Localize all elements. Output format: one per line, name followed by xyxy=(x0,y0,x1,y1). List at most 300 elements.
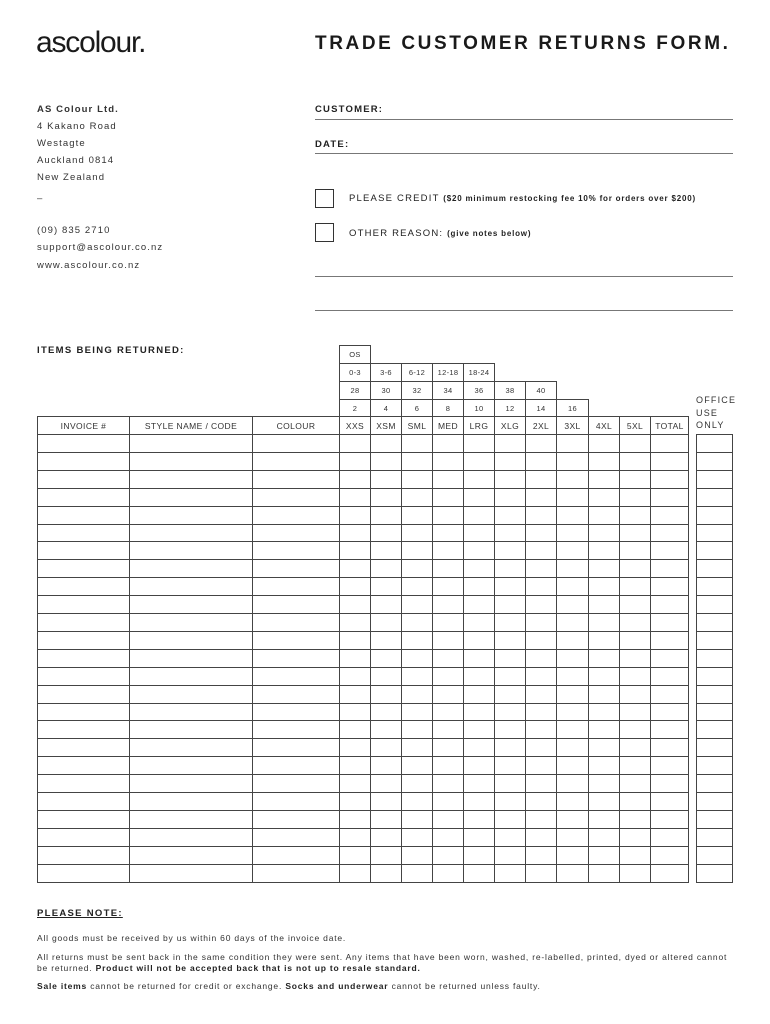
table-cell[interactable] xyxy=(650,559,689,578)
table-cell[interactable] xyxy=(494,720,526,739)
table-cell[interactable] xyxy=(370,774,402,793)
table-cell[interactable] xyxy=(556,541,589,560)
table-cell[interactable] xyxy=(619,631,651,650)
table-cell[interactable] xyxy=(432,828,464,847)
table-cell[interactable] xyxy=(401,434,433,453)
table-cell[interactable] xyxy=(650,595,689,614)
table-cell[interactable] xyxy=(37,720,130,739)
table-cell[interactable] xyxy=(432,864,464,883)
table-cell[interactable] xyxy=(556,667,589,686)
table-cell[interactable] xyxy=(494,738,526,757)
table-cell[interactable] xyxy=(525,810,557,829)
table-cell[interactable] xyxy=(401,792,433,811)
table-cell[interactable] xyxy=(401,631,433,650)
table-cell[interactable] xyxy=(463,470,495,489)
office-use-cell[interactable] xyxy=(696,846,733,865)
office-use-cell[interactable] xyxy=(696,810,733,829)
table-cell[interactable] xyxy=(463,720,495,739)
table-cell[interactable] xyxy=(588,524,620,542)
table-cell[interactable] xyxy=(525,595,557,614)
table-cell[interactable] xyxy=(650,703,689,721)
table-cell[interactable] xyxy=(619,434,651,453)
table-cell[interactable] xyxy=(339,667,371,686)
table-cell[interactable] xyxy=(432,810,464,829)
table-cell[interactable] xyxy=(370,685,402,704)
table-cell[interactable] xyxy=(401,685,433,704)
table-cell[interactable] xyxy=(370,738,402,757)
table-cell[interactable] xyxy=(129,738,253,757)
table-cell[interactable] xyxy=(252,720,340,739)
table-cell[interactable] xyxy=(129,864,253,883)
table-cell[interactable] xyxy=(588,774,620,793)
table-cell[interactable] xyxy=(37,577,130,596)
table-cell[interactable] xyxy=(650,631,689,650)
office-use-cell[interactable] xyxy=(696,506,733,525)
table-cell[interactable] xyxy=(494,488,526,507)
date-field[interactable] xyxy=(315,153,733,154)
table-cell[interactable] xyxy=(650,667,689,686)
table-cell[interactable] xyxy=(432,506,464,525)
table-cell[interactable] xyxy=(129,810,253,829)
table-cell[interactable] xyxy=(494,792,526,811)
table-cell[interactable] xyxy=(494,434,526,453)
table-cell[interactable] xyxy=(463,774,495,793)
table-cell[interactable] xyxy=(37,506,130,525)
table-cell[interactable] xyxy=(401,810,433,829)
table-cell[interactable] xyxy=(432,756,464,775)
table-cell[interactable] xyxy=(129,595,253,614)
table-cell[interactable] xyxy=(494,774,526,793)
table-cell[interactable] xyxy=(588,434,620,453)
table-cell[interactable] xyxy=(252,810,340,829)
table-cell[interactable] xyxy=(252,792,340,811)
table-cell[interactable] xyxy=(588,595,620,614)
table-cell[interactable] xyxy=(339,559,371,578)
table-cell[interactable] xyxy=(370,810,402,829)
table-cell[interactable] xyxy=(370,470,402,489)
table-cell[interactable] xyxy=(37,595,130,614)
office-use-cell[interactable] xyxy=(696,649,733,668)
table-cell[interactable] xyxy=(463,524,495,542)
table-cell[interactable] xyxy=(588,452,620,471)
table-cell[interactable] xyxy=(588,488,620,507)
table-cell[interactable] xyxy=(252,703,340,721)
table-cell[interactable] xyxy=(556,470,589,489)
table-cell[interactable] xyxy=(37,738,130,757)
table-cell[interactable] xyxy=(370,720,402,739)
table-cell[interactable] xyxy=(588,864,620,883)
table-cell[interactable] xyxy=(252,488,340,507)
table-cell[interactable] xyxy=(525,792,557,811)
table-cell[interactable] xyxy=(556,559,589,578)
table-cell[interactable] xyxy=(129,559,253,578)
table-cell[interactable] xyxy=(37,470,130,489)
table-cell[interactable] xyxy=(339,846,371,865)
table-cell[interactable] xyxy=(37,828,130,847)
table-cell[interactable] xyxy=(37,774,130,793)
table-cell[interactable] xyxy=(588,506,620,525)
table-cell[interactable] xyxy=(556,720,589,739)
table-cell[interactable] xyxy=(619,792,651,811)
table-cell[interactable] xyxy=(432,434,464,453)
table-cell[interactable] xyxy=(432,649,464,668)
email-address[interactable]: support@ascolour.co.nz xyxy=(37,242,164,253)
table-cell[interactable] xyxy=(129,685,253,704)
table-cell[interactable] xyxy=(588,720,620,739)
table-cell[interactable] xyxy=(432,738,464,757)
table-cell[interactable] xyxy=(432,595,464,614)
notes-line-2[interactable] xyxy=(315,310,733,311)
table-cell[interactable] xyxy=(619,864,651,883)
table-cell[interactable] xyxy=(339,774,371,793)
office-use-cell[interactable] xyxy=(696,667,733,686)
table-cell[interactable] xyxy=(556,828,589,847)
table-cell[interactable] xyxy=(494,864,526,883)
table-cell[interactable] xyxy=(252,595,340,614)
table-cell[interactable] xyxy=(463,756,495,775)
table-cell[interactable] xyxy=(401,667,433,686)
table-cell[interactable] xyxy=(463,864,495,883)
table-cell[interactable] xyxy=(619,720,651,739)
table-cell[interactable] xyxy=(37,452,130,471)
table-cell[interactable] xyxy=(494,667,526,686)
table-cell[interactable] xyxy=(339,470,371,489)
table-cell[interactable] xyxy=(650,792,689,811)
table-cell[interactable] xyxy=(432,631,464,650)
table-cell[interactable] xyxy=(129,506,253,525)
table-cell[interactable] xyxy=(370,452,402,471)
table-cell[interactable] xyxy=(432,774,464,793)
table-cell[interactable] xyxy=(463,738,495,757)
office-use-cell[interactable] xyxy=(696,864,733,883)
office-use-cell[interactable] xyxy=(696,828,733,847)
table-cell[interactable] xyxy=(129,720,253,739)
table-cell[interactable] xyxy=(370,864,402,883)
table-cell[interactable] xyxy=(401,703,433,721)
table-cell[interactable] xyxy=(252,774,340,793)
table-cell[interactable] xyxy=(432,613,464,632)
table-cell[interactable] xyxy=(432,703,464,721)
table-cell[interactable] xyxy=(619,541,651,560)
table-cell[interactable] xyxy=(463,613,495,632)
table-cell[interactable] xyxy=(370,828,402,847)
table-cell[interactable] xyxy=(432,846,464,865)
table-cell[interactable] xyxy=(370,559,402,578)
table-cell[interactable] xyxy=(556,506,589,525)
table-cell[interactable] xyxy=(463,685,495,704)
table-cell[interactable] xyxy=(588,756,620,775)
table-cell[interactable] xyxy=(588,667,620,686)
notes-line-1[interactable] xyxy=(315,276,733,277)
table-cell[interactable] xyxy=(463,828,495,847)
office-use-cell[interactable] xyxy=(696,470,733,489)
table-cell[interactable] xyxy=(463,667,495,686)
table-cell[interactable] xyxy=(556,488,589,507)
table-cell[interactable] xyxy=(525,506,557,525)
table-cell[interactable] xyxy=(370,756,402,775)
table-cell[interactable] xyxy=(494,649,526,668)
table-cell[interactable] xyxy=(339,613,371,632)
table-cell[interactable] xyxy=(339,631,371,650)
table-cell[interactable] xyxy=(650,506,689,525)
table-cell[interactable] xyxy=(494,631,526,650)
table-cell[interactable] xyxy=(129,434,253,453)
table-cell[interactable] xyxy=(619,828,651,847)
table-cell[interactable] xyxy=(556,577,589,596)
table-cell[interactable] xyxy=(556,774,589,793)
table-cell[interactable] xyxy=(463,792,495,811)
table-cell[interactable] xyxy=(37,667,130,686)
table-cell[interactable] xyxy=(619,524,651,542)
table-cell[interactable] xyxy=(339,434,371,453)
table-cell[interactable] xyxy=(619,738,651,757)
table-cell[interactable] xyxy=(37,703,130,721)
table-cell[interactable] xyxy=(650,452,689,471)
table-cell[interactable] xyxy=(339,595,371,614)
table-cell[interactable] xyxy=(650,524,689,542)
table-cell[interactable] xyxy=(556,864,589,883)
table-cell[interactable] xyxy=(432,577,464,596)
table-cell[interactable] xyxy=(339,703,371,721)
table-cell[interactable] xyxy=(370,667,402,686)
table-cell[interactable] xyxy=(129,792,253,811)
table-cell[interactable] xyxy=(494,470,526,489)
table-cell[interactable] xyxy=(556,685,589,704)
table-cell[interactable] xyxy=(463,434,495,453)
table-cell[interactable] xyxy=(619,810,651,829)
table-cell[interactable] xyxy=(556,810,589,829)
table-cell[interactable] xyxy=(494,846,526,865)
table-cell[interactable] xyxy=(401,559,433,578)
table-cell[interactable] xyxy=(37,613,130,632)
table-cell[interactable] xyxy=(525,828,557,847)
table-cell[interactable] xyxy=(432,524,464,542)
table-cell[interactable] xyxy=(252,667,340,686)
table-cell[interactable] xyxy=(370,792,402,811)
table-cell[interactable] xyxy=(463,649,495,668)
table-cell[interactable] xyxy=(252,434,340,453)
office-use-cell[interactable] xyxy=(696,631,733,650)
table-cell[interactable] xyxy=(494,559,526,578)
office-use-cell[interactable] xyxy=(696,452,733,471)
table-cell[interactable] xyxy=(525,738,557,757)
office-use-cell[interactable] xyxy=(696,595,733,614)
office-use-cell[interactable] xyxy=(696,524,733,542)
table-cell[interactable] xyxy=(619,613,651,632)
table-cell[interactable] xyxy=(339,685,371,704)
table-cell[interactable] xyxy=(588,810,620,829)
table-cell[interactable] xyxy=(619,756,651,775)
table-cell[interactable] xyxy=(370,488,402,507)
table-cell[interactable] xyxy=(401,452,433,471)
table-cell[interactable] xyxy=(37,810,130,829)
table-cell[interactable] xyxy=(525,470,557,489)
table-cell[interactable] xyxy=(588,470,620,489)
table-cell[interactable] xyxy=(432,541,464,560)
table-cell[interactable] xyxy=(525,846,557,865)
table-cell[interactable] xyxy=(129,541,253,560)
table-cell[interactable] xyxy=(494,541,526,560)
table-cell[interactable] xyxy=(650,720,689,739)
table-cell[interactable] xyxy=(339,720,371,739)
table-cell[interactable] xyxy=(619,577,651,596)
table-cell[interactable] xyxy=(619,470,651,489)
table-cell[interactable] xyxy=(525,720,557,739)
table-cell[interactable] xyxy=(401,720,433,739)
table-cell[interactable] xyxy=(650,738,689,757)
table-cell[interactable] xyxy=(525,577,557,596)
table-cell[interactable] xyxy=(588,792,620,811)
table-cell[interactable] xyxy=(252,738,340,757)
customer-field[interactable] xyxy=(315,119,733,120)
table-cell[interactable] xyxy=(401,595,433,614)
table-cell[interactable] xyxy=(339,738,371,757)
table-cell[interactable] xyxy=(252,685,340,704)
table-cell[interactable] xyxy=(401,756,433,775)
table-cell[interactable] xyxy=(401,524,433,542)
table-cell[interactable] xyxy=(525,613,557,632)
table-cell[interactable] xyxy=(129,631,253,650)
office-use-cell[interactable] xyxy=(696,434,733,453)
table-cell[interactable] xyxy=(370,613,402,632)
table-cell[interactable] xyxy=(129,524,253,542)
office-use-cell[interactable] xyxy=(696,756,733,775)
table-cell[interactable] xyxy=(37,524,130,542)
office-use-cell[interactable] xyxy=(696,577,733,596)
table-cell[interactable] xyxy=(525,488,557,507)
table-cell[interactable] xyxy=(129,756,253,775)
table-cell[interactable] xyxy=(339,488,371,507)
table-cell[interactable] xyxy=(619,703,651,721)
table-cell[interactable] xyxy=(588,613,620,632)
office-use-cell[interactable] xyxy=(696,685,733,704)
table-cell[interactable] xyxy=(432,685,464,704)
table-cell[interactable] xyxy=(401,506,433,525)
table-cell[interactable] xyxy=(650,810,689,829)
table-cell[interactable] xyxy=(650,864,689,883)
table-cell[interactable] xyxy=(494,577,526,596)
table-cell[interactable] xyxy=(556,792,589,811)
table-cell[interactable] xyxy=(129,774,253,793)
table-cell[interactable] xyxy=(650,577,689,596)
table-cell[interactable] xyxy=(129,649,253,668)
table-cell[interactable] xyxy=(650,613,689,632)
table-cell[interactable] xyxy=(432,720,464,739)
table-cell[interactable] xyxy=(370,524,402,542)
table-cell[interactable] xyxy=(619,649,651,668)
table-cell[interactable] xyxy=(370,541,402,560)
table-cell[interactable] xyxy=(252,577,340,596)
table-cell[interactable] xyxy=(525,756,557,775)
table-cell[interactable] xyxy=(252,864,340,883)
office-use-cell[interactable] xyxy=(696,792,733,811)
table-cell[interactable] xyxy=(401,828,433,847)
table-cell[interactable] xyxy=(525,631,557,650)
website-link[interactable]: www.ascolour.co.nz xyxy=(37,260,141,271)
table-cell[interactable] xyxy=(463,559,495,578)
table-cell[interactable] xyxy=(401,488,433,507)
table-cell[interactable] xyxy=(525,524,557,542)
table-cell[interactable] xyxy=(494,828,526,847)
table-cell[interactable] xyxy=(556,738,589,757)
table-cell[interactable] xyxy=(619,667,651,686)
table-cell[interactable] xyxy=(463,452,495,471)
office-use-cell[interactable] xyxy=(696,488,733,507)
table-cell[interactable] xyxy=(432,667,464,686)
table-cell[interactable] xyxy=(556,846,589,865)
table-cell[interactable] xyxy=(339,524,371,542)
table-cell[interactable] xyxy=(401,577,433,596)
table-cell[interactable] xyxy=(37,631,130,650)
table-cell[interactable] xyxy=(37,649,130,668)
table-cell[interactable] xyxy=(370,595,402,614)
table-cell[interactable] xyxy=(588,703,620,721)
table-cell[interactable] xyxy=(370,703,402,721)
table-cell[interactable] xyxy=(619,506,651,525)
table-cell[interactable] xyxy=(588,541,620,560)
table-cell[interactable] xyxy=(588,828,620,847)
table-cell[interactable] xyxy=(525,667,557,686)
table-cell[interactable] xyxy=(339,541,371,560)
table-cell[interactable] xyxy=(650,846,689,865)
table-cell[interactable] xyxy=(556,703,589,721)
table-cell[interactable] xyxy=(494,703,526,721)
table-cell[interactable] xyxy=(525,541,557,560)
table-cell[interactable] xyxy=(370,434,402,453)
table-cell[interactable] xyxy=(463,577,495,596)
table-cell[interactable] xyxy=(339,577,371,596)
table-cell[interactable] xyxy=(525,774,557,793)
office-use-cell[interactable] xyxy=(696,738,733,757)
table-cell[interactable] xyxy=(401,846,433,865)
table-cell[interactable] xyxy=(37,846,130,865)
table-cell[interactable] xyxy=(129,452,253,471)
table-cell[interactable] xyxy=(556,613,589,632)
office-use-cell[interactable] xyxy=(696,720,733,739)
table-cell[interactable] xyxy=(252,756,340,775)
table-cell[interactable] xyxy=(463,810,495,829)
table-cell[interactable] xyxy=(339,792,371,811)
table-cell[interactable] xyxy=(588,577,620,596)
table-cell[interactable] xyxy=(129,470,253,489)
please-credit-checkbox[interactable] xyxy=(315,189,334,208)
table-cell[interactable] xyxy=(619,488,651,507)
table-cell[interactable] xyxy=(525,703,557,721)
table-cell[interactable] xyxy=(37,864,130,883)
table-cell[interactable] xyxy=(588,559,620,578)
table-cell[interactable] xyxy=(556,434,589,453)
table-cell[interactable] xyxy=(432,488,464,507)
table-cell[interactable] xyxy=(129,846,253,865)
table-cell[interactable] xyxy=(650,756,689,775)
table-cell[interactable] xyxy=(588,631,620,650)
table-cell[interactable] xyxy=(525,685,557,704)
table-cell[interactable] xyxy=(401,649,433,668)
table-cell[interactable] xyxy=(494,810,526,829)
table-cell[interactable] xyxy=(370,577,402,596)
table-cell[interactable] xyxy=(494,685,526,704)
table-cell[interactable] xyxy=(619,452,651,471)
table-cell[interactable] xyxy=(339,864,371,883)
table-cell[interactable] xyxy=(650,649,689,668)
table-cell[interactable] xyxy=(556,524,589,542)
office-use-cell[interactable] xyxy=(696,559,733,578)
table-cell[interactable] xyxy=(525,434,557,453)
table-cell[interactable] xyxy=(37,488,130,507)
table-cell[interactable] xyxy=(401,864,433,883)
table-cell[interactable] xyxy=(37,434,130,453)
office-use-cell[interactable] xyxy=(696,774,733,793)
